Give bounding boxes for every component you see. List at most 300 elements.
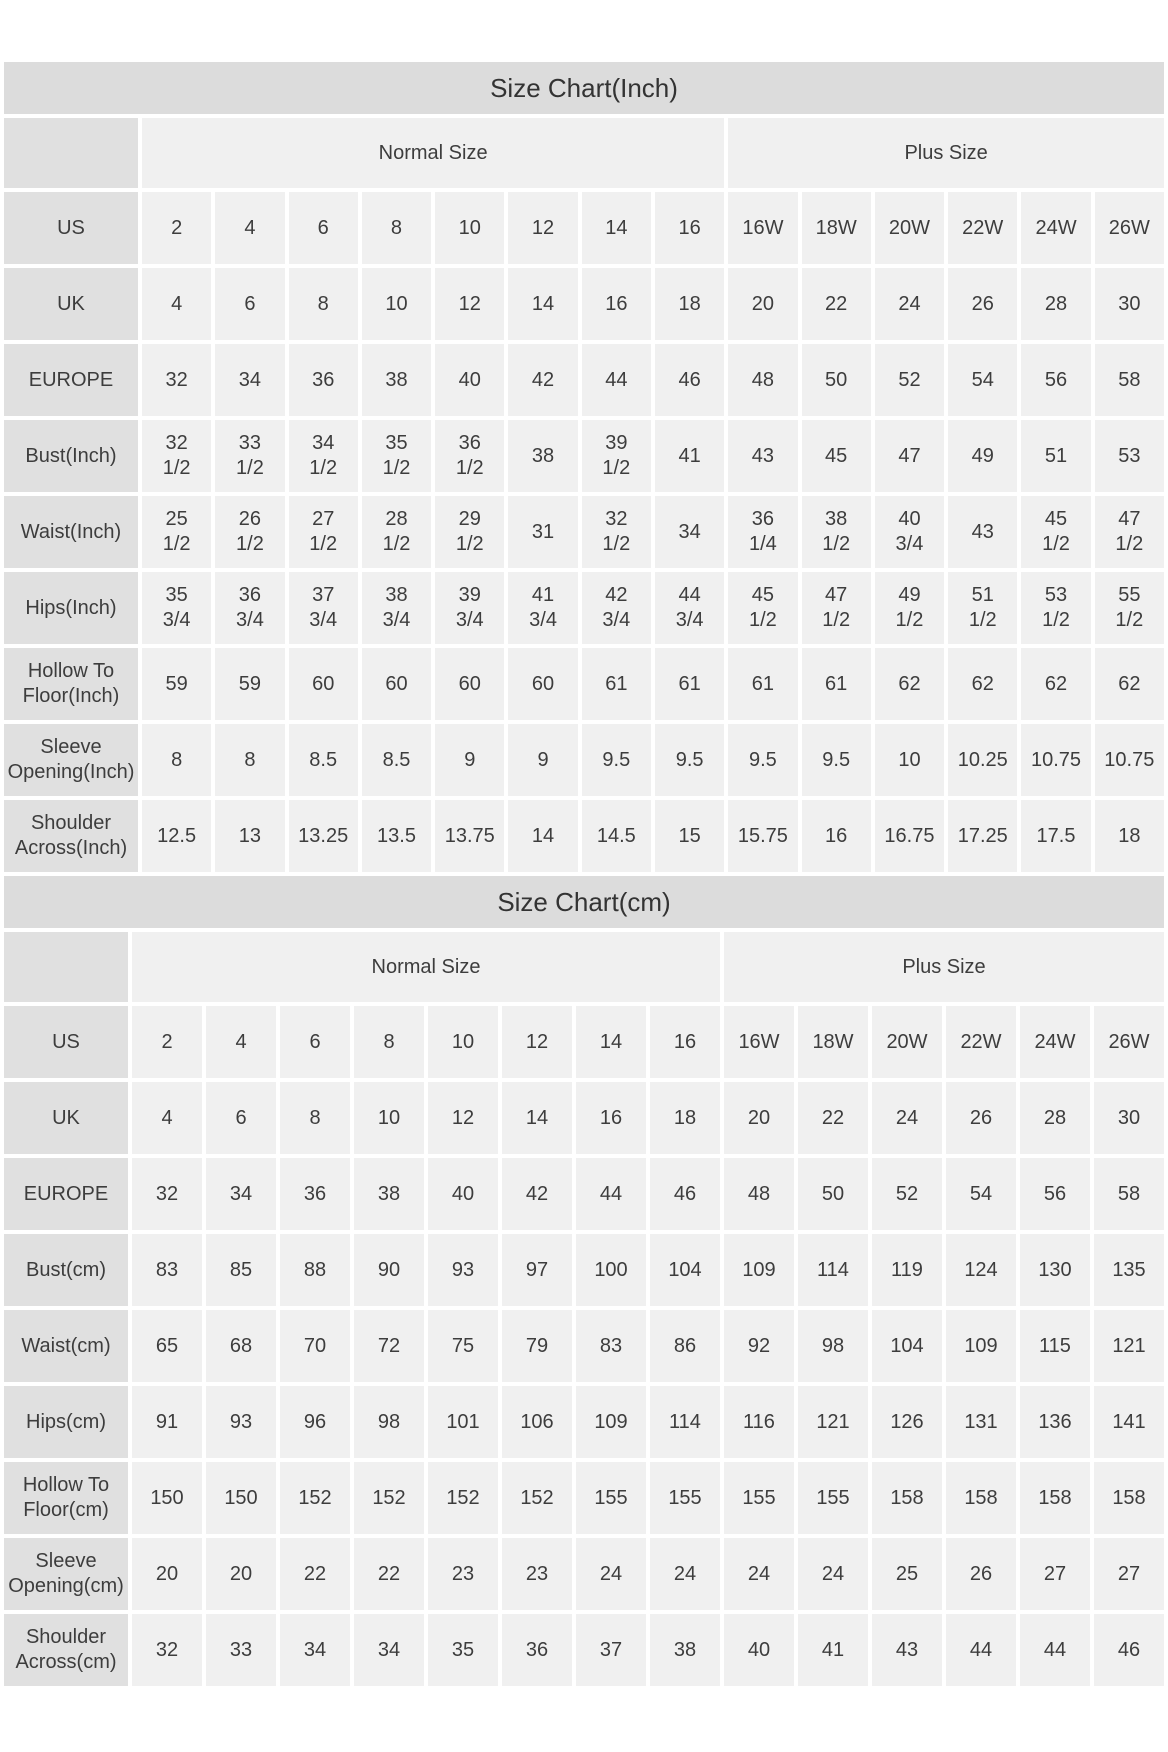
size-value-cell: 12.5 xyxy=(142,800,211,872)
size-value-cell: 43 xyxy=(728,420,797,492)
normal-size-group-header: Normal Size xyxy=(132,932,720,1002)
size-value-cell: 85 xyxy=(206,1234,276,1306)
size-value-cell: 23 xyxy=(502,1538,572,1610)
size-chart-inch-title: Size Chart(Inch) xyxy=(4,62,1164,114)
size-value-cell: 33 1/2 xyxy=(215,420,284,492)
size-value-cell: 83 xyxy=(576,1310,646,1382)
size-value-cell: 42 3/4 xyxy=(582,572,651,644)
size-value-cell: 14 xyxy=(508,268,577,340)
normal-size-group-header: Normal Size xyxy=(142,118,724,188)
row-header-cell: Hollow To Floor(Inch) xyxy=(4,648,138,720)
size-value-cell: 61 xyxy=(582,648,651,720)
size-value-cell: 42 xyxy=(502,1158,572,1230)
size-value-cell: 49 1/2 xyxy=(875,572,944,644)
size-value-cell: 158 xyxy=(1020,1462,1090,1534)
size-chart-cm-title: Size Chart(cm) xyxy=(4,876,1164,928)
size-value-cell: 54 xyxy=(946,1158,1016,1230)
size-value-cell: 32 xyxy=(132,1614,202,1686)
size-value-cell: 53 1/2 xyxy=(1021,572,1090,644)
size-chart-inch-table xyxy=(0,114,1168,876)
corner-cell xyxy=(4,118,138,188)
size-value-cell: 158 xyxy=(872,1462,942,1534)
size-value-cell: 62 xyxy=(1021,648,1090,720)
size-value-cell: 88 xyxy=(280,1234,350,1306)
size-value-cell: 158 xyxy=(1094,1462,1164,1534)
size-table-row xyxy=(4,724,1164,796)
size-value-cell: 16 xyxy=(576,1082,646,1154)
size-value-cell: 38 xyxy=(508,420,577,492)
size-value-cell: 27 1/2 xyxy=(289,496,358,568)
size-value-cell: 30 xyxy=(1095,268,1164,340)
size-value-cell: 10.25 xyxy=(948,724,1017,796)
size-value-cell: 40 3/4 xyxy=(875,496,944,568)
row-header-cell: Sleeve Opening(cm) xyxy=(4,1538,128,1610)
size-value-cell: 8 xyxy=(215,724,284,796)
size-value-cell: 79 xyxy=(502,1310,572,1382)
size-value-cell: 16 xyxy=(582,268,651,340)
size-value-cell: 58 xyxy=(1094,1158,1164,1230)
size-value-cell: 16W xyxy=(724,1006,794,1078)
size-chart-cm-table xyxy=(0,928,1168,1690)
size-value-cell: 60 xyxy=(362,648,431,720)
row-header-cell: Sleeve Opening(Inch) xyxy=(4,724,138,796)
size-value-cell: 72 xyxy=(354,1310,424,1382)
size-value-cell: 36 xyxy=(280,1158,350,1230)
size-value-cell: 12 xyxy=(435,268,504,340)
size-value-cell: 8 xyxy=(289,268,358,340)
size-value-cell: 15 xyxy=(655,800,724,872)
size-value-cell: 44 xyxy=(576,1158,646,1230)
row-header-cell: Hollow To Floor(cm) xyxy=(4,1462,128,1534)
size-value-cell: 114 xyxy=(798,1234,868,1306)
size-value-cell: 43 xyxy=(948,496,1017,568)
row-header-cell: Shoulder Across(Inch) xyxy=(4,800,138,872)
size-value-cell: 93 xyxy=(428,1234,498,1306)
size-value-cell: 15.75 xyxy=(728,800,797,872)
size-value-cell: 54 xyxy=(948,344,1017,416)
size-value-cell: 53 xyxy=(1095,420,1164,492)
size-value-cell: 50 xyxy=(802,344,871,416)
size-value-cell: 38 xyxy=(362,344,431,416)
size-table-row xyxy=(4,496,1164,568)
size-value-cell: 39 1/2 xyxy=(582,420,651,492)
size-value-cell: 32 1/2 xyxy=(142,420,211,492)
size-table-body xyxy=(4,1006,1164,1686)
size-value-cell: 4 xyxy=(215,192,284,264)
size-value-cell: 90 xyxy=(354,1234,424,1306)
size-value-cell: 34 xyxy=(215,344,284,416)
size-value-cell: 12 xyxy=(508,192,577,264)
size-value-cell: 115 xyxy=(1020,1310,1090,1382)
size-value-cell: 141 xyxy=(1094,1386,1164,1458)
size-value-cell: 8.5 xyxy=(289,724,358,796)
size-value-cell: 8 xyxy=(362,192,431,264)
size-value-cell: 26 xyxy=(946,1538,1016,1610)
size-value-cell: 31 xyxy=(508,496,577,568)
size-value-cell: 30 xyxy=(1094,1082,1164,1154)
size-table-row xyxy=(4,268,1164,340)
size-value-cell: 13 xyxy=(215,800,284,872)
size-value-cell: 93 xyxy=(206,1386,276,1458)
size-value-cell: 4 xyxy=(206,1006,276,1078)
size-value-cell: 17.5 xyxy=(1021,800,1090,872)
row-header-cell: UK xyxy=(4,268,138,340)
size-value-cell: 6 xyxy=(289,192,358,264)
size-value-cell: 59 xyxy=(142,648,211,720)
size-value-cell: 41 xyxy=(655,420,724,492)
size-value-cell: 18 xyxy=(1095,800,1164,872)
size-value-cell: 42 xyxy=(508,344,577,416)
size-value-cell: 36 xyxy=(289,344,358,416)
size-chart-cm-section xyxy=(0,876,1168,1690)
size-value-cell: 46 xyxy=(1094,1614,1164,1686)
size-table-row xyxy=(4,1386,1164,1458)
size-value-cell: 38 3/4 xyxy=(362,572,431,644)
size-value-cell: 9.5 xyxy=(728,724,797,796)
row-header-cell: Bust(Inch) xyxy=(4,420,138,492)
size-value-cell: 155 xyxy=(650,1462,720,1534)
size-value-cell: 59 xyxy=(215,648,284,720)
size-value-cell: 68 xyxy=(206,1310,276,1382)
size-table-row xyxy=(4,192,1164,264)
size-value-cell: 48 xyxy=(728,344,797,416)
size-value-cell: 17.25 xyxy=(948,800,1017,872)
size-value-cell: 28 xyxy=(1021,268,1090,340)
size-value-cell: 60 xyxy=(508,648,577,720)
size-value-cell: 2 xyxy=(132,1006,202,1078)
size-value-cell: 35 xyxy=(428,1614,498,1686)
size-value-cell: 130 xyxy=(1020,1234,1090,1306)
size-value-cell: 46 xyxy=(655,344,724,416)
row-header-cell: Hips(Inch) xyxy=(4,572,138,644)
size-value-cell: 40 xyxy=(428,1158,498,1230)
size-value-cell: 14 xyxy=(502,1082,572,1154)
row-header-cell: Waist(cm) xyxy=(4,1310,128,1382)
size-value-cell: 101 xyxy=(428,1386,498,1458)
size-value-cell: 92 xyxy=(724,1310,794,1382)
size-value-cell: 34 1/2 xyxy=(289,420,358,492)
size-table-row xyxy=(4,420,1164,492)
size-value-cell: 38 xyxy=(650,1614,720,1686)
size-value-cell: 150 xyxy=(132,1462,202,1534)
size-value-cell: 20 xyxy=(206,1538,276,1610)
size-value-cell: 56 xyxy=(1020,1158,1090,1230)
size-value-cell: 126 xyxy=(872,1386,942,1458)
size-value-cell: 10 xyxy=(362,268,431,340)
size-value-cell: 109 xyxy=(576,1386,646,1458)
size-value-cell: 10 xyxy=(428,1006,498,1078)
size-value-cell: 22 xyxy=(802,268,871,340)
row-header-cell: US xyxy=(4,1006,128,1078)
size-value-cell: 20 xyxy=(132,1538,202,1610)
size-value-cell: 22 xyxy=(798,1082,868,1154)
size-value-cell: 41 xyxy=(798,1614,868,1686)
size-value-cell: 119 xyxy=(872,1234,942,1306)
size-value-cell: 10 xyxy=(435,192,504,264)
size-value-cell: 24 xyxy=(872,1082,942,1154)
size-value-cell: 16W xyxy=(728,192,797,264)
size-value-cell: 36 3/4 xyxy=(215,572,284,644)
size-chart-inch-section xyxy=(0,62,1168,876)
size-value-cell: 16 xyxy=(650,1006,720,1078)
size-value-cell: 18W xyxy=(798,1006,868,1078)
size-value-cell: 33 xyxy=(206,1614,276,1686)
size-value-cell: 35 3/4 xyxy=(142,572,211,644)
size-value-cell: 2 xyxy=(142,192,211,264)
size-value-cell: 41 3/4 xyxy=(508,572,577,644)
size-value-cell: 40 xyxy=(435,344,504,416)
size-value-cell: 22W xyxy=(948,192,1017,264)
size-value-cell: 28 1/2 xyxy=(362,496,431,568)
size-table-body xyxy=(4,192,1164,872)
size-value-cell: 65 xyxy=(132,1310,202,1382)
size-value-cell: 38 1/2 xyxy=(802,496,871,568)
size-value-cell: 10.75 xyxy=(1095,724,1164,796)
size-table-row xyxy=(4,1462,1164,1534)
size-value-cell: 109 xyxy=(946,1310,1016,1382)
size-value-cell: 44 xyxy=(946,1614,1016,1686)
size-value-cell: 136 xyxy=(1020,1386,1090,1458)
size-value-cell: 60 xyxy=(289,648,358,720)
size-value-cell: 34 xyxy=(280,1614,350,1686)
size-value-cell: 9 xyxy=(435,724,504,796)
size-value-cell: 56 xyxy=(1021,344,1090,416)
size-value-cell: 26 xyxy=(948,268,1017,340)
size-value-cell: 121 xyxy=(798,1386,868,1458)
size-value-cell: 20 xyxy=(724,1082,794,1154)
size-value-cell: 39 3/4 xyxy=(435,572,504,644)
row-header-cell: Shoulder Across(cm) xyxy=(4,1614,128,1686)
size-table-row xyxy=(4,572,1164,644)
size-value-cell: 114 xyxy=(650,1386,720,1458)
size-value-cell: 62 xyxy=(875,648,944,720)
size-value-cell: 37 3/4 xyxy=(289,572,358,644)
size-value-cell: 20W xyxy=(872,1006,942,1078)
size-value-cell: 8 xyxy=(280,1082,350,1154)
size-value-cell: 106 xyxy=(502,1386,572,1458)
size-table-row xyxy=(4,1538,1164,1610)
size-value-cell: 16 xyxy=(655,192,724,264)
size-value-cell: 45 1/2 xyxy=(728,572,797,644)
size-value-cell: 70 xyxy=(280,1310,350,1382)
size-value-cell: 75 xyxy=(428,1310,498,1382)
size-value-cell: 152 xyxy=(280,1462,350,1534)
size-value-cell: 47 1/2 xyxy=(802,572,871,644)
size-value-cell: 22 xyxy=(280,1538,350,1610)
size-value-cell: 44 3/4 xyxy=(655,572,724,644)
size-value-cell: 152 xyxy=(502,1462,572,1534)
size-value-cell: 131 xyxy=(946,1386,1016,1458)
size-value-cell: 83 xyxy=(132,1234,202,1306)
size-value-cell: 14.5 xyxy=(582,800,651,872)
row-header-cell: UK xyxy=(4,1082,128,1154)
size-value-cell: 109 xyxy=(724,1234,794,1306)
size-table-row xyxy=(4,1082,1164,1154)
size-value-cell: 155 xyxy=(724,1462,794,1534)
size-value-cell: 26W xyxy=(1094,1006,1164,1078)
size-value-cell: 104 xyxy=(872,1310,942,1382)
size-value-cell: 116 xyxy=(724,1386,794,1458)
size-value-cell: 86 xyxy=(650,1310,720,1382)
size-value-cell: 29 1/2 xyxy=(435,496,504,568)
size-value-cell: 16 xyxy=(802,800,871,872)
size-value-cell: 10 xyxy=(875,724,944,796)
size-value-cell: 34 xyxy=(655,496,724,568)
size-value-cell: 44 xyxy=(582,344,651,416)
size-value-cell: 45 1/2 xyxy=(1021,496,1090,568)
size-table-row xyxy=(4,1006,1164,1078)
size-value-cell: 9.5 xyxy=(802,724,871,796)
size-table-row xyxy=(4,648,1164,720)
size-value-cell: 58 xyxy=(1095,344,1164,416)
size-value-cell: 44 xyxy=(1020,1614,1090,1686)
size-value-cell: 6 xyxy=(215,268,284,340)
size-value-cell: 10 xyxy=(354,1082,424,1154)
size-value-cell: 8 xyxy=(354,1006,424,1078)
size-value-cell: 40 xyxy=(724,1614,794,1686)
size-value-cell: 52 xyxy=(872,1158,942,1230)
size-value-cell: 24 xyxy=(650,1538,720,1610)
size-table-row xyxy=(4,800,1164,872)
row-header-cell: EUROPE xyxy=(4,344,138,416)
size-value-cell: 121 xyxy=(1094,1310,1164,1382)
size-value-cell: 100 xyxy=(576,1234,646,1306)
size-value-cell: 36 1/4 xyxy=(728,496,797,568)
size-value-cell: 52 xyxy=(875,344,944,416)
size-value-cell: 4 xyxy=(132,1082,202,1154)
size-value-cell: 9.5 xyxy=(582,724,651,796)
size-value-cell: 38 xyxy=(354,1158,424,1230)
size-value-cell: 12 xyxy=(428,1082,498,1154)
plus-size-group-header: Plus Size xyxy=(724,932,1164,1002)
size-value-cell: 124 xyxy=(946,1234,1016,1306)
size-value-cell: 152 xyxy=(354,1462,424,1534)
size-value-cell: 36 xyxy=(502,1614,572,1686)
size-value-cell: 22 xyxy=(354,1538,424,1610)
size-value-cell: 50 xyxy=(798,1158,868,1230)
size-value-cell: 150 xyxy=(206,1462,276,1534)
size-value-cell: 49 xyxy=(948,420,1017,492)
size-value-cell: 18 xyxy=(655,268,724,340)
size-value-cell: 61 xyxy=(802,648,871,720)
size-value-cell: 10.75 xyxy=(1021,724,1090,796)
size-value-cell: 24 xyxy=(724,1538,794,1610)
size-value-cell: 22W xyxy=(946,1006,1016,1078)
plus-size-group-header: Plus Size xyxy=(728,118,1164,188)
size-value-cell: 48 xyxy=(724,1158,794,1230)
size-value-cell: 18 xyxy=(650,1082,720,1154)
size-value-cell: 13.75 xyxy=(435,800,504,872)
size-value-cell: 32 1/2 xyxy=(582,496,651,568)
size-value-cell: 98 xyxy=(354,1386,424,1458)
size-value-cell: 62 xyxy=(1095,648,1164,720)
row-header-cell: Waist(Inch) xyxy=(4,496,138,568)
size-value-cell: 51 xyxy=(1021,420,1090,492)
size-value-cell: 97 xyxy=(502,1234,572,1306)
size-value-cell: 43 xyxy=(872,1614,942,1686)
size-value-cell: 24 xyxy=(798,1538,868,1610)
row-header-cell: EUROPE xyxy=(4,1158,128,1230)
row-header-cell: US xyxy=(4,192,138,264)
size-value-cell: 8 xyxy=(142,724,211,796)
size-value-cell: 6 xyxy=(280,1006,350,1078)
size-value-cell: 12 xyxy=(502,1006,572,1078)
size-value-cell: 26W xyxy=(1095,192,1164,264)
size-value-cell: 20 xyxy=(728,268,797,340)
size-value-cell: 34 xyxy=(206,1158,276,1230)
size-value-cell: 26 xyxy=(946,1082,1016,1154)
size-group-header-row xyxy=(4,118,1164,188)
size-group-header-row xyxy=(4,932,1164,1002)
size-value-cell: 14 xyxy=(508,800,577,872)
size-value-cell: 8.5 xyxy=(362,724,431,796)
size-value-cell: 28 xyxy=(1020,1082,1090,1154)
size-value-cell: 24W xyxy=(1021,192,1090,264)
size-value-cell: 46 xyxy=(650,1158,720,1230)
size-value-cell: 96 xyxy=(280,1386,350,1458)
size-value-cell: 23 xyxy=(428,1538,498,1610)
size-value-cell: 152 xyxy=(428,1462,498,1534)
size-value-cell: 24 xyxy=(576,1538,646,1610)
size-value-cell: 6 xyxy=(206,1082,276,1154)
size-table-row xyxy=(4,1234,1164,1306)
size-value-cell: 14 xyxy=(576,1006,646,1078)
size-value-cell: 55 1/2 xyxy=(1095,572,1164,644)
size-value-cell: 9 xyxy=(508,724,577,796)
size-value-cell: 104 xyxy=(650,1234,720,1306)
size-value-cell: 62 xyxy=(948,648,1017,720)
size-value-cell: 47 xyxy=(875,420,944,492)
size-value-cell: 35 1/2 xyxy=(362,420,431,492)
size-value-cell: 16.75 xyxy=(875,800,944,872)
row-header-cell: Bust(cm) xyxy=(4,1234,128,1306)
size-value-cell: 32 xyxy=(132,1158,202,1230)
size-table-row xyxy=(4,1310,1164,1382)
size-value-cell: 45 xyxy=(802,420,871,492)
size-value-cell: 24W xyxy=(1020,1006,1090,1078)
size-value-cell: 24 xyxy=(875,268,944,340)
size-value-cell: 155 xyxy=(798,1462,868,1534)
size-value-cell: 25 1/2 xyxy=(142,496,211,568)
size-value-cell: 37 xyxy=(576,1614,646,1686)
size-value-cell: 18W xyxy=(802,192,871,264)
row-header-cell: Hips(cm) xyxy=(4,1386,128,1458)
size-value-cell: 20W xyxy=(875,192,944,264)
size-value-cell: 51 1/2 xyxy=(948,572,1017,644)
size-table-row xyxy=(4,344,1164,416)
size-value-cell: 61 xyxy=(655,648,724,720)
size-value-cell: 135 xyxy=(1094,1234,1164,1306)
size-value-cell: 47 1/2 xyxy=(1095,496,1164,568)
size-value-cell: 9.5 xyxy=(655,724,724,796)
corner-cell xyxy=(4,932,128,1002)
size-value-cell: 14 xyxy=(582,192,651,264)
size-value-cell: 155 xyxy=(576,1462,646,1534)
size-value-cell: 61 xyxy=(728,648,797,720)
size-table-row xyxy=(4,1158,1164,1230)
size-value-cell: 34 xyxy=(354,1614,424,1686)
size-value-cell: 26 1/2 xyxy=(215,496,284,568)
size-table-row xyxy=(4,1614,1164,1686)
size-value-cell: 13.25 xyxy=(289,800,358,872)
size-value-cell: 27 xyxy=(1020,1538,1090,1610)
size-value-cell: 91 xyxy=(132,1386,202,1458)
size-value-cell: 32 xyxy=(142,344,211,416)
size-value-cell: 60 xyxy=(435,648,504,720)
size-value-cell: 98 xyxy=(798,1310,868,1382)
size-value-cell: 36 1/2 xyxy=(435,420,504,492)
size-value-cell: 13.5 xyxy=(362,800,431,872)
